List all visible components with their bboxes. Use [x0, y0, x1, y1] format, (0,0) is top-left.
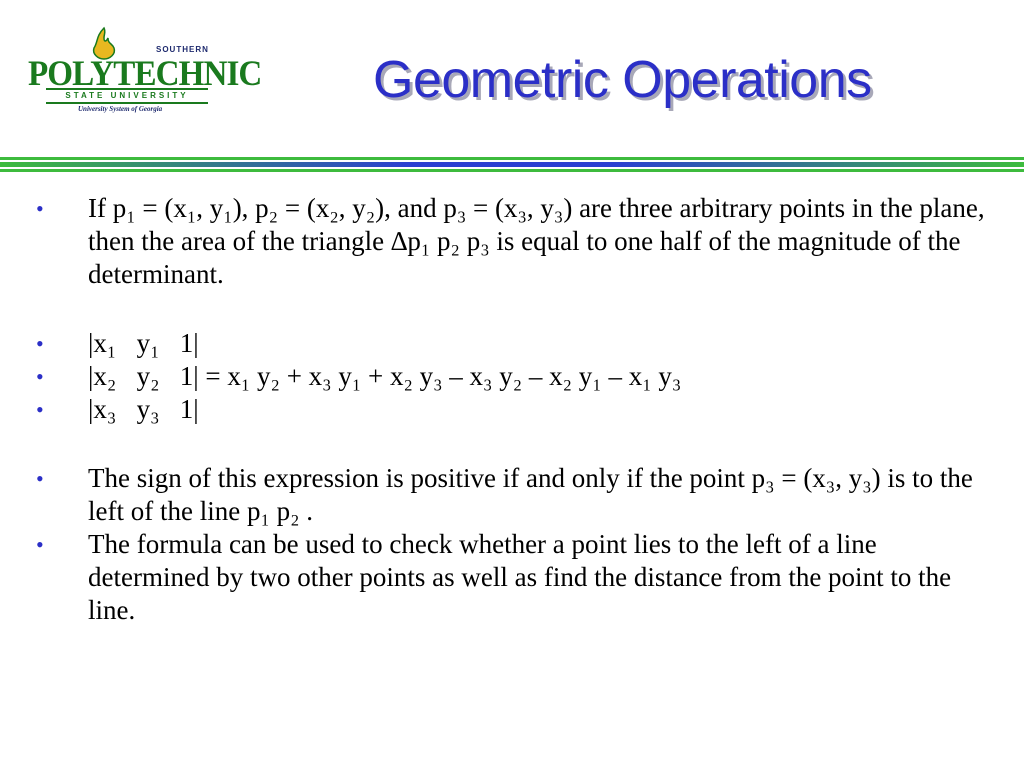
bullet-text: If p₁ = (x₁, y₁), p₂ = (x₂, y₂), and p₃ = (x₃, y₃) are three arbitrary points in the plane, then the area of the triangle ∆p₁ p₂ p₃ is equal to one half of the magnitude of the determinant.: [88, 193, 985, 289]
list-item: [32, 528, 992, 627]
list-item: [32, 462, 992, 528]
bullet-icon: •: [36, 532, 44, 557]
slide-body: [32, 192, 992, 627]
slide-title: Geometric Operations: [373, 51, 872, 109]
bullet-icon: •: [36, 364, 44, 389]
list-item: [32, 393, 992, 426]
bullet-text: The formula can be used to check whether a point lies to the left of a line determined by two other points as well as find the distance from the point to the line.: [88, 529, 952, 625]
logo-polytechnic-text: POLYTECHNIC: [28, 53, 262, 93]
list-item: [32, 192, 992, 291]
header-divider-band: [0, 157, 1024, 179]
bullet-icon: •: [36, 466, 44, 491]
bullet-icon: •: [36, 331, 44, 356]
logo-southern-text: SOUTHERN: [156, 45, 209, 54]
logo-state-university-text: STATE UNIVERSITY: [46, 88, 208, 104]
list-item: [32, 360, 992, 393]
bullet-icon: •: [36, 196, 44, 221]
determinant-row-2: |x₂ y₂ 1| = x₁ y₂ + x₃ y₁ + x₂ y₃ – x₃ y₂ – x₂ y₁ – x₁ y₃: [88, 361, 682, 391]
determinant-row-3: |x₃ y₃ 1|: [88, 394, 199, 424]
list-item: [32, 327, 992, 360]
determinant-row-1: |x₁ y₁ 1|: [88, 328, 199, 358]
bullet-text: The sign of this expression is positive if and only if the point p₃ = (x₃, y₃) is to the left of the line p₁ p₂ .: [88, 463, 973, 526]
logo-system-text: University System of Georgia: [78, 105, 163, 113]
bullet-icon: •: [36, 397, 44, 422]
university-logo: [26, 24, 262, 114]
